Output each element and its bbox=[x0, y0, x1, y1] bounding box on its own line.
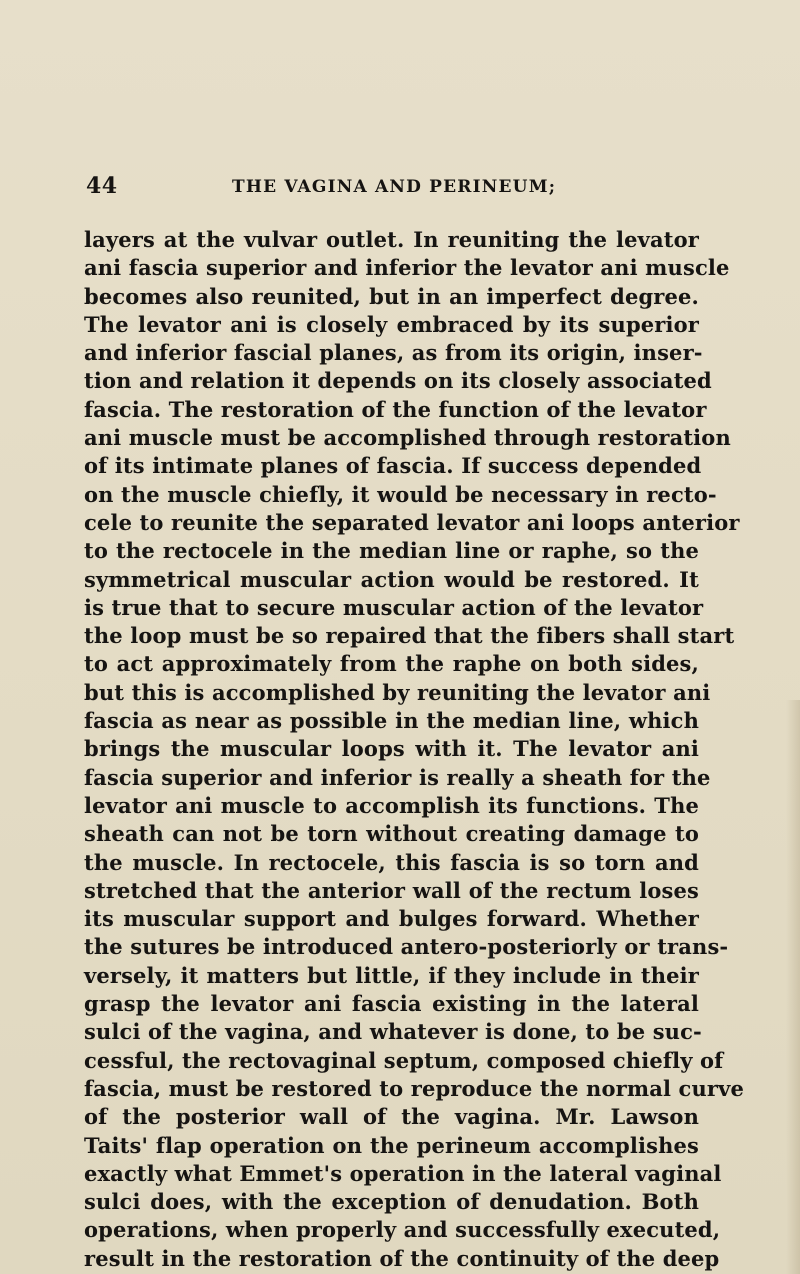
text-line: fascia, must be restored to reproduce the normal curve bbox=[84, 1075, 744, 1101]
text-line: symmetrical muscular action would be restored. It bbox=[84, 566, 699, 592]
text-line: sulci of the vagina, and whatever is done, to be suc- bbox=[84, 1019, 702, 1045]
text-line: layers at the vulvar outlet. In reuniting the levator bbox=[84, 227, 699, 252]
text-line: is true that to secure muscular action of the levator bbox=[84, 594, 704, 620]
text-line: cele to reunite the separated levator ani loops anterior bbox=[84, 509, 740, 535]
page-number: 44 bbox=[86, 173, 118, 199]
text-line: brings the muscular loops with it. The levator ani bbox=[84, 736, 699, 762]
text-line: levator ani muscle to accomplish its functions. The bbox=[84, 792, 699, 818]
text-line: the muscle. In rectocele, this fascia is so torn and bbox=[84, 849, 699, 875]
text-line: grasp the levator ani fascia existing in the lateral bbox=[84, 991, 699, 1017]
running-head bbox=[86, 173, 726, 203]
text-line: becomes also reunited, but in an imperfect degree. bbox=[84, 283, 699, 309]
text-line: fascia. The restoration of the function of the levator bbox=[84, 396, 707, 422]
text-line: to the rectocele in the median line or raphe, so the bbox=[84, 538, 699, 564]
text-line: operations, when properly and successfully executed, bbox=[84, 1217, 721, 1243]
text-line: sulci does, with the exception of denudation. Both bbox=[84, 1189, 699, 1215]
text-line: stretched that the anterior wall of the rectum loses bbox=[84, 877, 699, 903]
text-line: Taits' flap operation on the perineum accomplishes bbox=[84, 1132, 699, 1158]
text-line: ani fascia superior and inferior the levator ani muscle bbox=[84, 255, 730, 281]
text-line: the sutures be introduced antero-posteriorly or trans- bbox=[84, 934, 729, 960]
text-line: on the muscle chiefly, it would be necessary in recto- bbox=[84, 481, 717, 507]
text-line: sheath can not be torn without creating damage to bbox=[84, 821, 699, 847]
text-line: The levator ani is closely embraced by its superior bbox=[84, 311, 699, 337]
text-line: result in the restoration of the continuity of the deep bbox=[84, 1245, 720, 1271]
text-line: and inferior fascial planes, as from its origin, inser- bbox=[84, 340, 703, 366]
text-line: cessful, the rectovaginal septum, composed chiefly of bbox=[84, 1047, 724, 1073]
text-line: exactly what Emmet's operation in the lateral vaginal bbox=[84, 1160, 722, 1186]
body-text bbox=[84, 226, 744, 1273]
text-line: of the posterior wall of the vagina. Mr. Lawson bbox=[84, 1104, 699, 1130]
text-line: the loop must be so repaired that the fibers shall start bbox=[84, 623, 735, 649]
text-line: versely, it matters but little, if they include in their bbox=[84, 962, 699, 988]
text-line: ani muscle must be accomplished through restoration bbox=[84, 425, 731, 451]
text-line: of its intimate planes of fascia. If success depended bbox=[84, 453, 702, 479]
text-line: fascia as near as possible in the median line, which bbox=[84, 708, 699, 734]
text-line: tion and relation it depends on its closely associated bbox=[84, 368, 712, 394]
text-line: fascia superior and inferior is really a sheath for the bbox=[84, 764, 711, 790]
text-line: but this is accomplished by reuniting the levator ani bbox=[84, 679, 711, 705]
text-line: its muscular support and bulges forward. Whether bbox=[84, 906, 699, 932]
page-edge-shadow bbox=[786, 700, 800, 1274]
running-title: THE VAGINA AND PERINEUM; bbox=[232, 177, 557, 197]
text-line: to act approximately from the raphe on both sides, bbox=[84, 651, 699, 677]
